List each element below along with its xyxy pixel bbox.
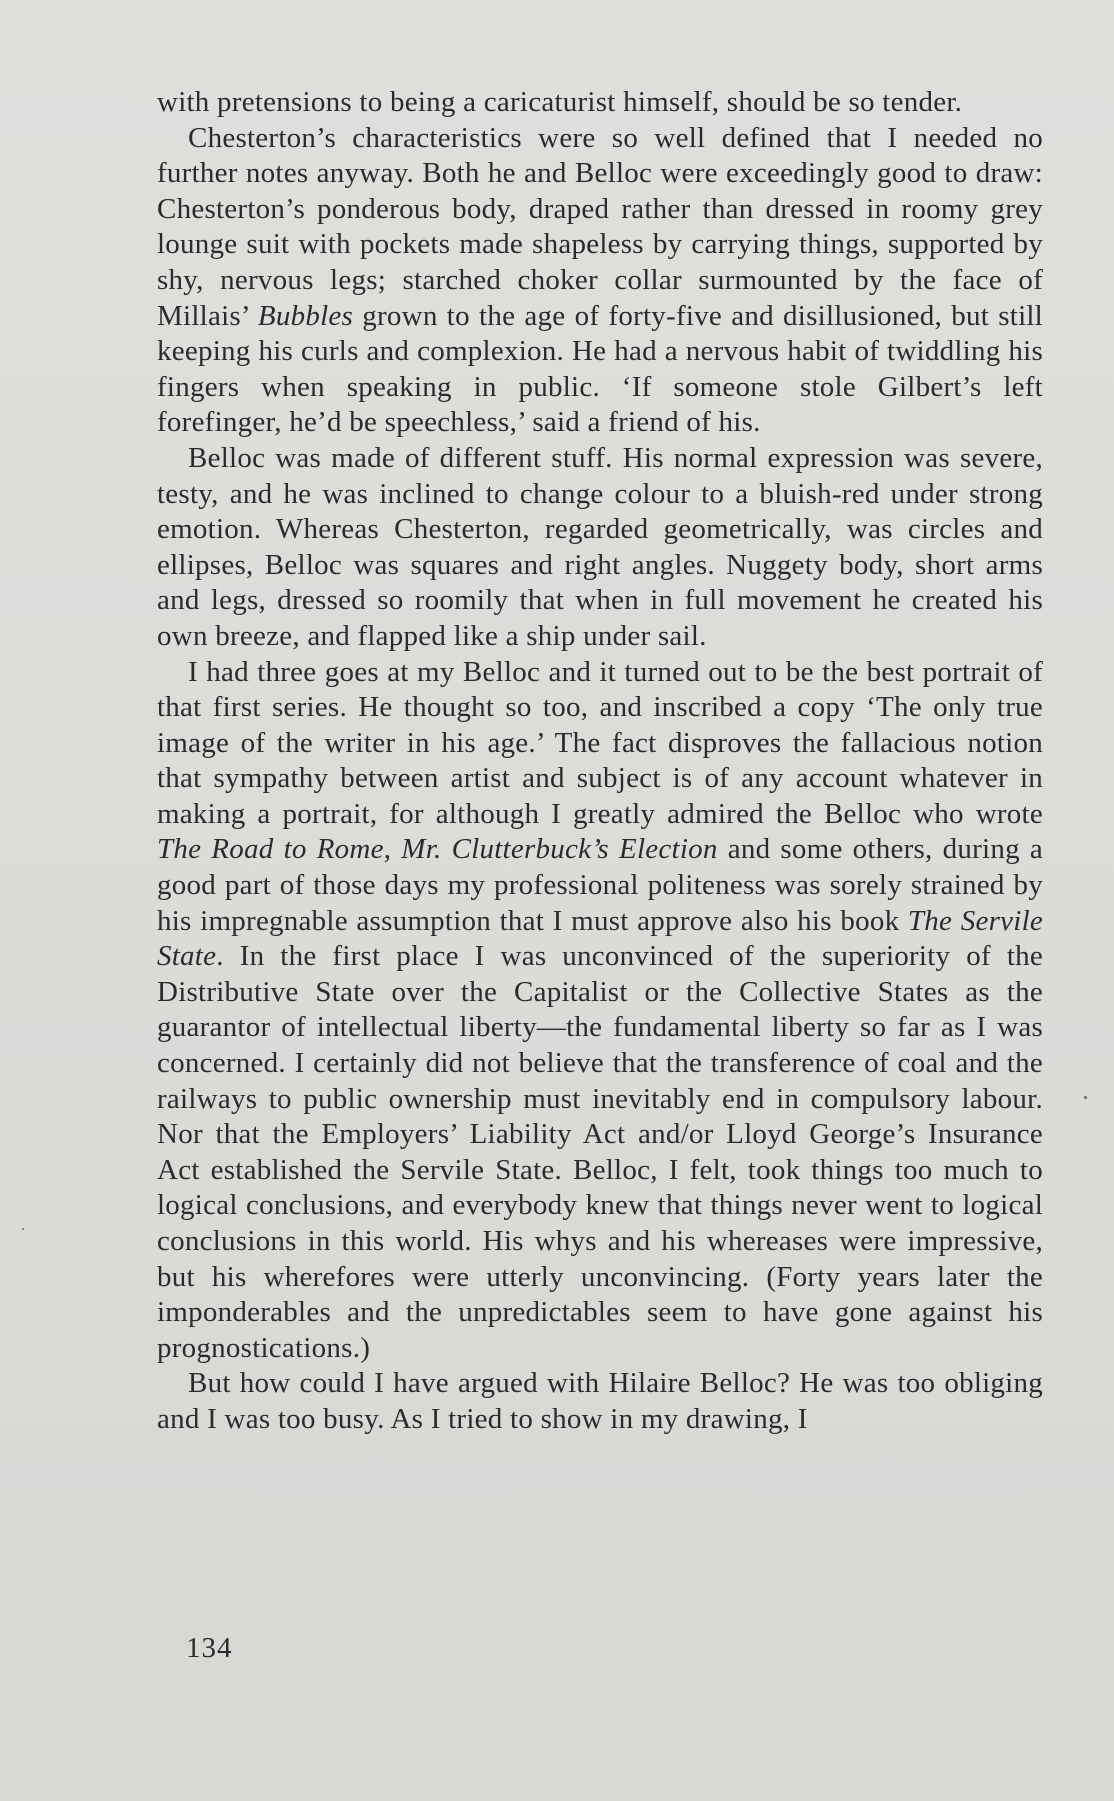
italic-title-servile-state: The Servile State — [157, 904, 1043, 973]
italic-title-bubbles: Bubbles — [257, 299, 354, 332]
text-run: . In the first place I was unconvinced of the superiority of the Distributive State over the Capitalist or the Collective States as the guarantor of intellectual liberty—the fundamental liberty so far as I was concerned. I certainly did not believe that the transference of coal and the railways to public ownership must inevitably end in compulsory labour. Nor that the Employers’ Liability Act and/or Lloyd George’s Insurance Act established the Servile State. Belloc, I felt, took things too much to logical conclusions, and everybody knew that things never went to logical conclusions in this world. His whys and his whereases were impressive, but his wherefores were utterly unconvincing. (Forty years later the imponderables and the unpredictables seem to have gone against his prognostications.) — [157, 940, 1043, 1364]
text-run: and some others, during a good part of those days my professional politeness was sorely strained by his impregnable assumption that I must approve also his book — [157, 833, 1043, 937]
text-run: with pretensions to being a caricaturist himself, should be so tender. — [157, 86, 963, 118]
paragraph-belloc-description — [157, 441, 1043, 655]
paragraph-arguing-with-belloc — [157, 1366, 1043, 1437]
text-run: Belloc was made of different stuff. His normal expression was severe, testy, and he was inclined to change colour to a bluish-red under strong emotion. Whereas Chesterton, regarded geometrically, was circles and ellipses, Belloc was squares and right angles. Nuggety body, short arms and legs, dressed so roomily that when in full movement he created his own breeze, and flapped like a ship under sail. — [157, 441, 1043, 652]
italic-title-road-to-rome: The Road to Rome — [157, 833, 384, 866]
paper-speck — [1084, 1096, 1087, 1099]
body-text — [157, 85, 1043, 1438]
paragraph-chesterton-description — [157, 121, 1043, 441]
page-number: 134 — [186, 1632, 233, 1664]
text-run: , — [383, 833, 402, 866]
paragraph-belloc-portrait — [157, 655, 1043, 1367]
text-run: Chesterton’s characteristics were so well defined that I needed no further notes anyway. Both he and Belloc were exceedingly good to draw: Chesterton’s ponderous body, draped rather than dressed in roomy grey lounge suit with pockets made shapeless by carrying things, supported by shy, nervous legs; starched choker collar surmounted by the face of Millais’ — [157, 121, 1043, 332]
text-run: I had three goes at my Belloc and it turned out to be the best portrait of that first series. He thought so too, and inscribed a copy ‘The only true image of the writer in his age.’ The fact disproves the fallacious notion that sympathy between artist and subject is of any account whatever in making a portrait, for although I greatly admired the Belloc who wrote — [157, 655, 1043, 830]
text-run: But how could I have argued with Hilaire Belloc? He was too obliging and I was too busy. As I tried to show in my drawing, I — [157, 1367, 1043, 1435]
italic-title-clutterbucks-election: Mr. Clutterbuck’s Election — [401, 833, 718, 866]
paragraph-continuation — [157, 85, 1043, 121]
paper-speck — [22, 1228, 24, 1230]
text-run: grown to the age of forty-five and disillusioned, but still keeping his curls and complexion. He had a nervous habit of twiddling his fingers when speaking in public. ‘If someone stole Gilbert’s left forefinger, he’d be speechless,’ said a friend of his. — [157, 299, 1043, 439]
